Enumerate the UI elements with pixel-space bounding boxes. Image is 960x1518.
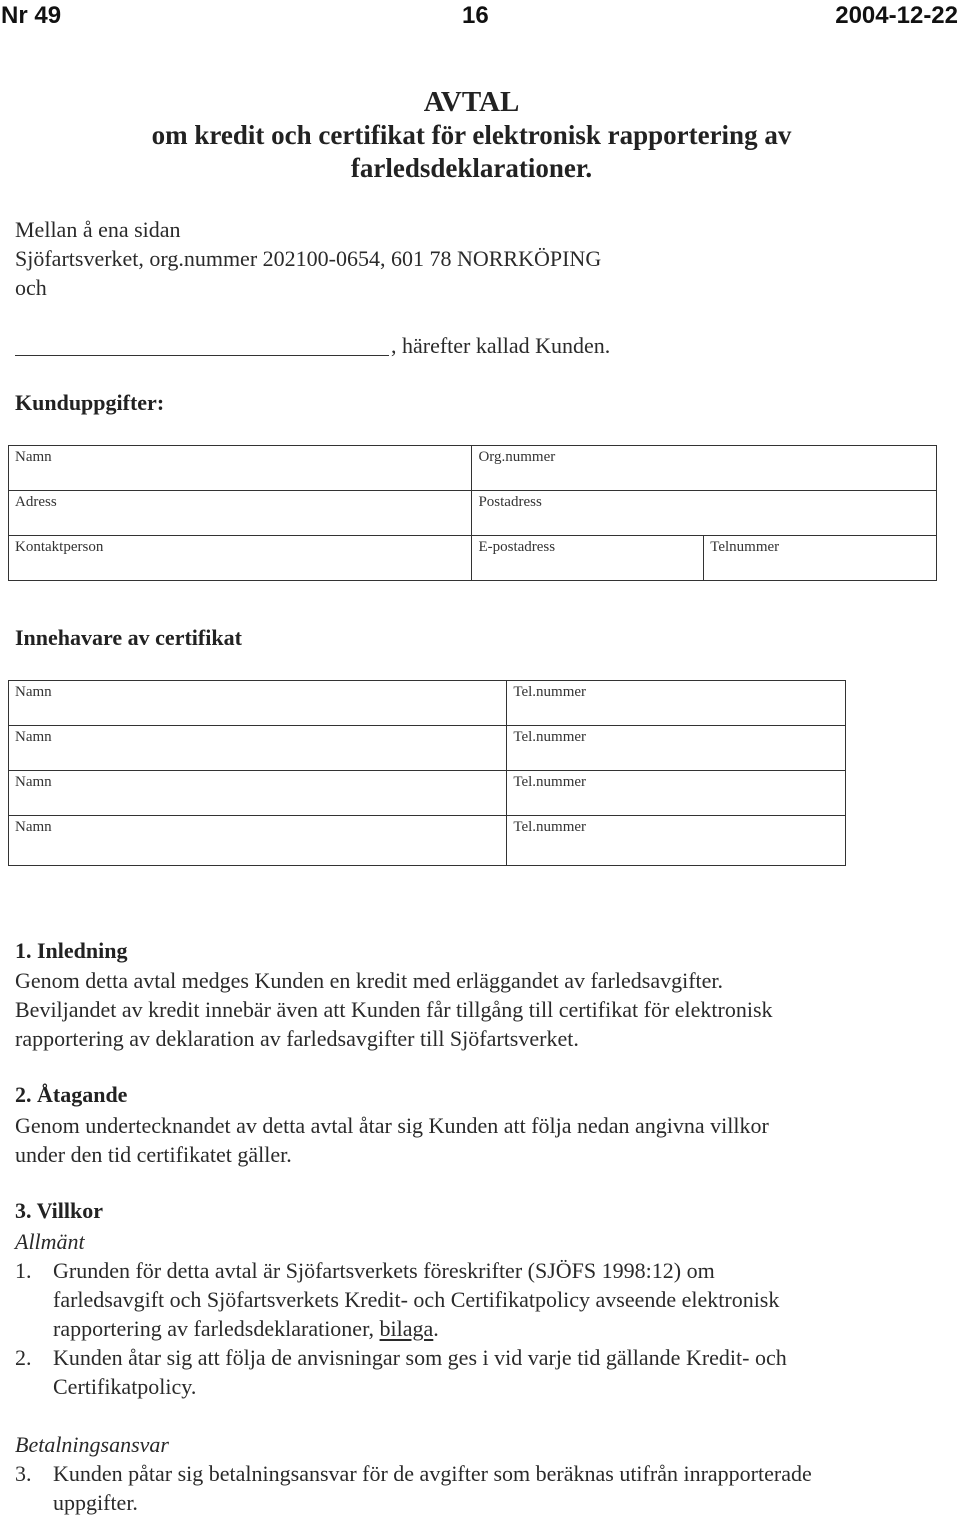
holder-name-field[interactable]: Namn (9, 816, 507, 866)
document-subtitle-line1: om kredit och certifikat för elektronisk rapportering av (151, 120, 792, 150)
holder-name-field[interactable]: Namn (9, 771, 507, 816)
item-2-line: Certifikatpolicy. (53, 1374, 197, 1399)
customer-phone-field[interactable]: Telnummer (704, 536, 937, 581)
customer-form (8, 445, 937, 581)
section-3-heading: 3. Villkor (15, 1198, 104, 1223)
item-number: 3. (15, 1461, 32, 1486)
item-number: 2. (15, 1345, 32, 1370)
attachment-link[interactable]: bilaga (379, 1316, 434, 1341)
item-1-line: Grunden för detta avtal är Sjöfartsverkets föreskrifter (SJÖFS 1998:12) om (53, 1258, 715, 1283)
holders-form (8, 680, 846, 866)
section-2-line: under den tid certifikatet gäller. (15, 1142, 292, 1167)
parties-line3: och (15, 275, 47, 300)
customer-email-field[interactable]: E-postadress (472, 536, 704, 581)
holder-name-field[interactable]: Namn (9, 681, 507, 726)
holder-phone-field[interactable]: Tel.nummer (507, 726, 846, 771)
publication-date: 2004-12-22 (835, 2, 958, 29)
item-3-line: Kunden påtar sig betalningsansvar för de avgifter som beräknas utifrån inrapporterade (53, 1461, 812, 1486)
parties-line2: Sjöfartsverket, org.nummer 202100-0654, 601 78 NORRKÖPING (15, 246, 602, 271)
holder-phone-field[interactable]: Tel.nummer (507, 681, 846, 726)
holder-phone-field[interactable]: Tel.nummer (507, 771, 846, 816)
section-2-line: Genom undertecknandet av detta avtal åtar sig Kunden att följa nedan angivna villkor (15, 1113, 769, 1138)
section-1-line: Genom detta avtal medges Kunden en kredit med erläggandet av farledsavgifter. (15, 968, 724, 993)
customer-name-field[interactable]: Namn (9, 446, 472, 491)
parties-line1: Mellan å ena sidan (15, 217, 181, 242)
document-subtitle-line2: farledsdeklarationer. (350, 153, 593, 183)
holder-phone-field[interactable]: Tel.nummer (507, 816, 846, 866)
customer-org-field[interactable]: Org.nummer (472, 446, 937, 491)
item-1-line: rapportering av farledsdeklarationer, bilaga. (53, 1316, 439, 1341)
item-number: 1. (15, 1258, 32, 1283)
subheading-general: Allmänt (15, 1229, 85, 1254)
issue-number: Nr 49 (1, 2, 62, 29)
customer-address-field[interactable]: Adress (9, 491, 472, 536)
customer-heading: Kunduppgifter: (15, 390, 165, 415)
page-number: 16 (462, 2, 489, 29)
holder-name-field[interactable]: Namn (9, 726, 507, 771)
section-1-heading: 1. Inledning (15, 938, 128, 963)
customer-contact-field[interactable]: Kontaktperson (9, 536, 472, 581)
subheading-payment: Betalningsansvar (15, 1432, 169, 1457)
section-1-line: Beviljandet av kredit innebär även att Kunden får tillgång till certifikat för elektronisk (15, 997, 773, 1022)
customer-name-blank[interactable] (15, 355, 389, 356)
item-1-line: farledsavgift och Sjöfartsverkets Kredit- och Certifikatpolicy avseende elektronisk (53, 1287, 780, 1312)
item-3-line: uppgifter. (53, 1490, 138, 1515)
customer-postal-field[interactable]: Postadress (472, 491, 937, 536)
section-2-heading: 2. Åtagande (15, 1082, 128, 1107)
holders-heading: Innehavare av certifikat (15, 625, 242, 650)
document-title: AVTAL (423, 86, 520, 118)
item-2-line: Kunden åtar sig att följa de anvisningar som ges i vid varje tid gällande Kredit- och (53, 1345, 787, 1370)
parties-hereafter: , härefter kallad Kunden. (391, 333, 611, 358)
section-1-line: rapportering av deklaration av farledsavgifter till Sjöfartsverket. (15, 1026, 579, 1051)
